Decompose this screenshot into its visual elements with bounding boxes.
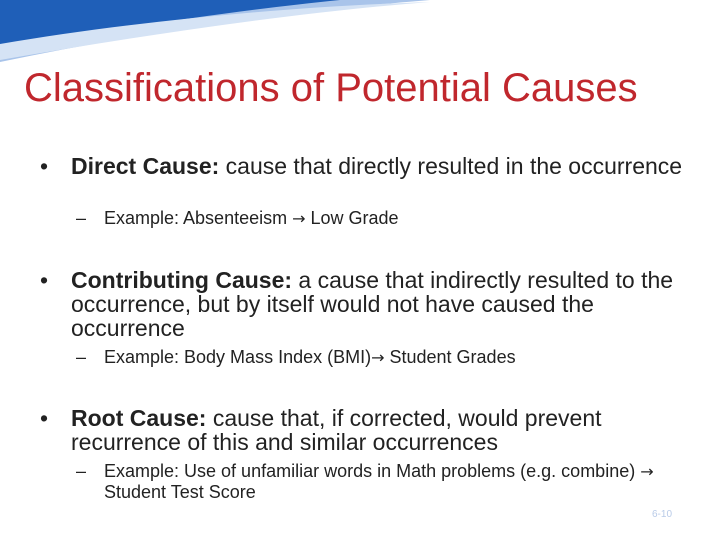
slide-title: Classifications of Potential Causes [24,66,638,110]
list-item-contributing-cause [40,268,691,340]
bullet: • [40,153,49,179]
right-arrow-icon: → [640,462,654,481]
example-direct-cause [76,208,664,229]
term: Direct Cause: [71,153,220,179]
page-number: 6-10 [652,509,673,520]
example-text [104,347,664,368]
example-text [104,208,664,229]
dash: – [76,208,87,228]
term: Root Cause: [71,405,207,431]
example-before: Example: Use of unfamiliar words in Math problems (e.g. combine) [104,461,641,481]
example-after: Low Grade [305,208,399,228]
dash: – [76,461,87,481]
example-after: Student Test Score [104,482,256,502]
item-text [71,154,691,178]
term: Contributing Cause: [71,267,293,293]
bullet: • [40,267,49,293]
definition: cause that directly resulted in the occurrence [219,153,683,179]
item-text [71,268,691,340]
right-arrow-icon: → [292,209,306,228]
bullet: • [40,405,49,431]
item-text [71,406,691,454]
example-root-cause [76,461,664,503]
example-after: Student Grades [384,347,516,367]
list-item-direct-cause [40,154,691,178]
example-before: Example: Body Mass Index (BMI) [104,347,372,367]
list-item-root-cause [40,406,691,454]
dash: – [76,347,87,367]
example-before: Example: Absenteeism [104,208,293,228]
definition: cause that, if corrected, would prevent recurrence of this and similar occurrences [71,405,602,455]
definition: a cause that indirectly resulted to the occurrence, but by itself would not have caused the occurrence [71,267,674,341]
right-arrow-icon: → [371,348,385,367]
example-text [104,461,664,503]
example-contributing-cause [76,347,664,368]
